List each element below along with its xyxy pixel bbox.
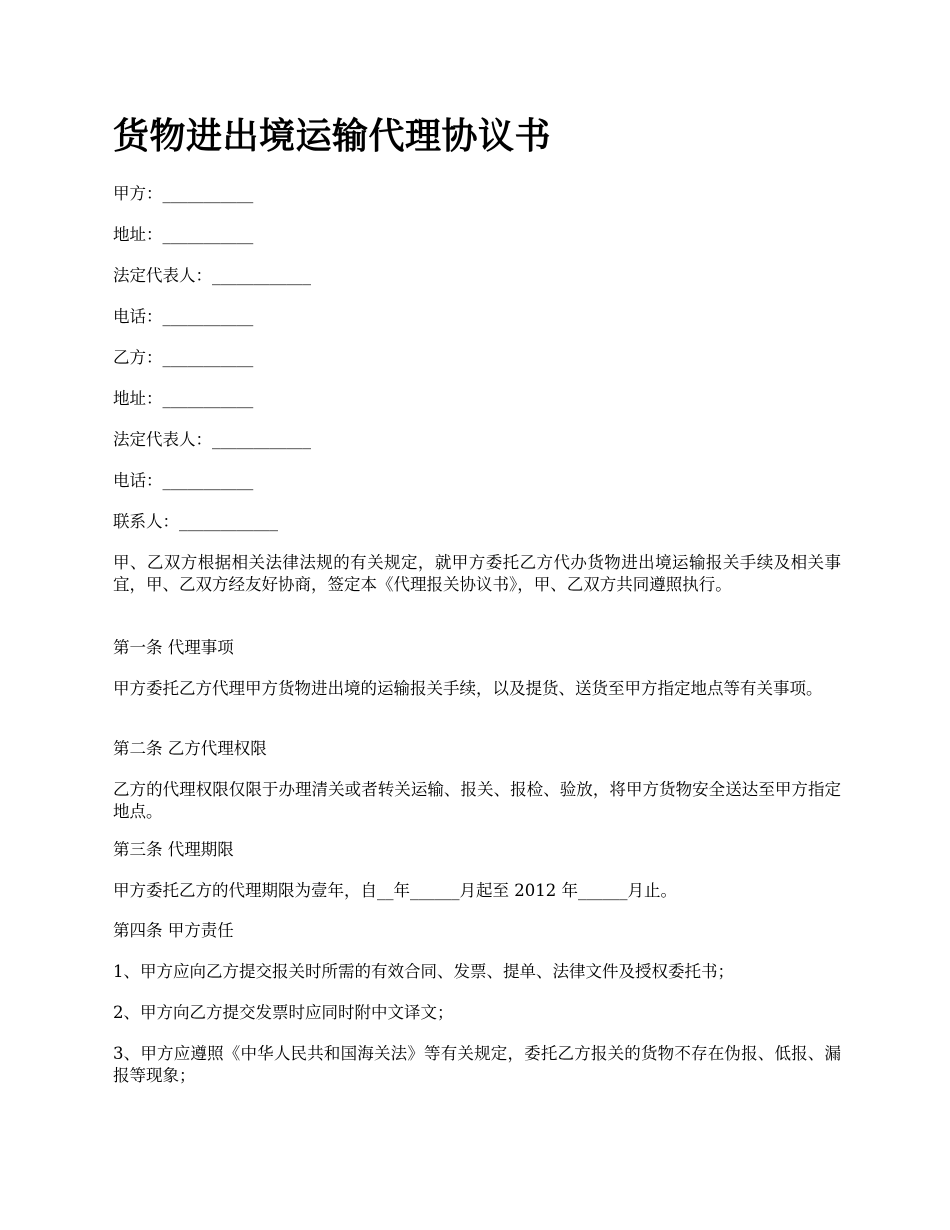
- party-b-name-line: 乙方：___________: [113, 348, 254, 367]
- contact-person-line: 联系人：____________: [113, 512, 278, 531]
- article-4-item-1: 1、甲方应向乙方提交报关时所需的有效合同、发票、提单、法律文件及授权委托书；: [113, 962, 734, 981]
- party-a-name-line: 甲方：___________: [113, 184, 254, 203]
- party-b-phone-line: 电话：___________: [113, 471, 254, 490]
- party-b-legal-rep-line: 法定代表人：____________: [113, 430, 311, 449]
- article-3-heading: 第三条 代理期限: [113, 840, 234, 859]
- party-a-address-line: 地址：___________: [113, 225, 254, 244]
- article-3-body: 甲方委托乙方的代理期限为壹年，自__年______月起至 2012 年______月止。: [113, 881, 677, 900]
- document-title: 货物进出境运输代理协议书: [113, 115, 552, 157]
- article-4-item-2: 2、甲方向乙方提交发票时应同时附中文译文；: [113, 1003, 454, 1022]
- article-2-body: 乙方的代理权限仅限于办理清关或者转关运输、报关、报检、验放，将甲方货物安全送达至甲方指定地点。: [113, 780, 841, 821]
- party-a-legal-rep-line: 法定代表人：____________: [113, 266, 311, 285]
- article-1-body: 甲方委托乙方代理甲方货物进出境的运输报关手续，以及提货、送货至甲方指定地点等有关事项。: [113, 679, 823, 698]
- preamble-paragraph: 甲、乙双方根据相关法律法规的有关规定，就甲方委托乙方代办货物进出境运输报关手续及相关事宜，甲、乙双方经友好协商，签定本《代理报关协议书》，甲、乙双方共同遵照执行。: [113, 553, 841, 594]
- article-1-heading: 第一条 代理事项: [113, 638, 234, 657]
- article-2-heading: 第二条 乙方代理权限: [113, 739, 267, 758]
- article-4-item-3: 3、甲方应遵照《中华人民共和国海关法》等有关规定，委托乙方报关的货物不存在伪报、低报、漏报等现象；: [113, 1044, 841, 1085]
- article-4-heading: 第四条 甲方责任: [113, 921, 234, 940]
- party-a-phone-line: 电话：___________: [113, 307, 254, 326]
- party-b-address-line: 地址：___________: [113, 389, 254, 408]
